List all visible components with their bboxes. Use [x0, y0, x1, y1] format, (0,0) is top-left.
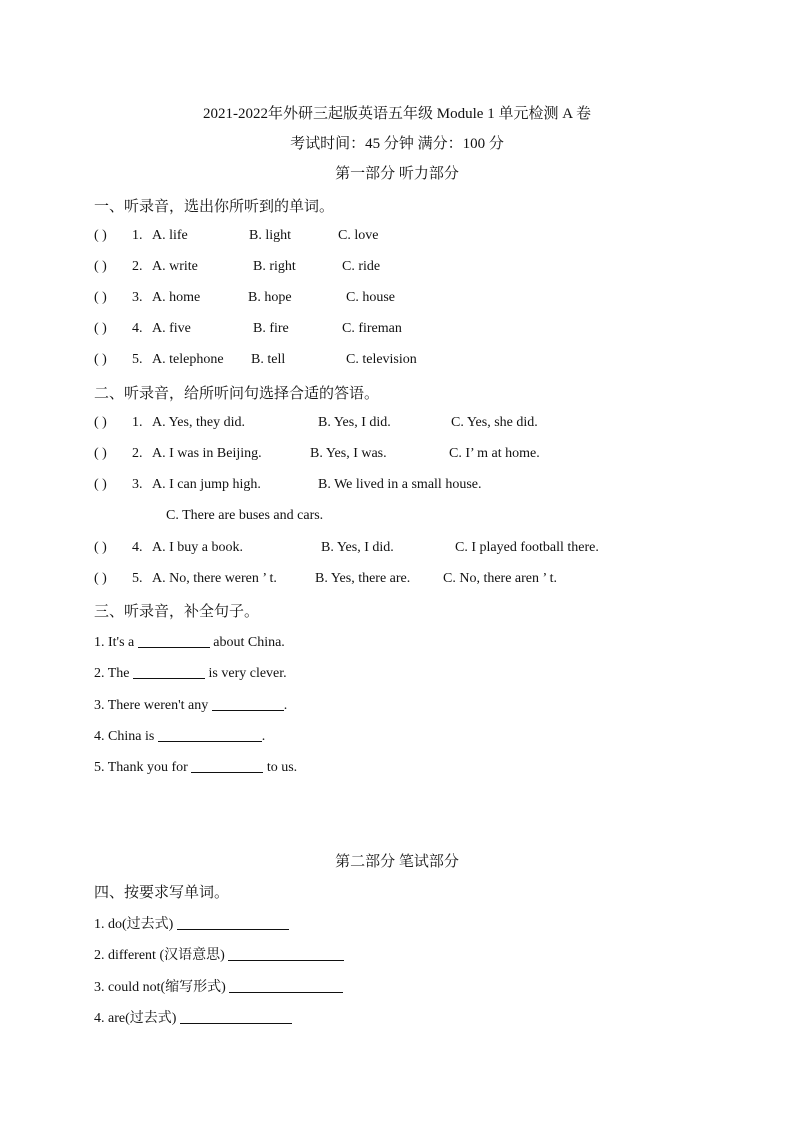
option-b: B. Yes, I did. [318, 415, 391, 430]
answer-blank[interactable] [212, 696, 284, 711]
option-c: C. I’ m at home. [449, 446, 540, 461]
sentence-prefix: 2. The [94, 666, 134, 681]
option-a: A. No, there weren ’ t. [152, 571, 277, 586]
option-c: C. I played football there. [455, 540, 599, 555]
answer-paren[interactable]: ( ) [94, 259, 107, 274]
write-word-item [94, 913, 289, 933]
answer-paren[interactable]: ( ) [94, 321, 107, 336]
option-a: A. life [152, 228, 188, 243]
section4-title: 四、按要求写单词。 [94, 885, 230, 901]
option-b: B. fire [253, 321, 289, 336]
answer-paren[interactable]: ( ) [94, 290, 107, 305]
item-number: 3. [132, 290, 143, 305]
sentence-suffix: about China. [209, 635, 285, 650]
option-b: B. right [253, 259, 296, 274]
option-c: C. Yes, she did. [451, 415, 538, 430]
item-prompt: 3. could not(缩写形式) [94, 980, 230, 995]
fill-sentence [94, 633, 285, 651]
sentence-prefix: 1. It's a [94, 635, 138, 650]
item-number: 5. [132, 571, 143, 586]
fill-sentence [94, 696, 287, 714]
write-word-item [94, 976, 343, 996]
exam-title: 2021-2022年外研三起版英语五年级 Module 1 单元检测 A 卷 [203, 106, 591, 122]
write-word-item [94, 944, 344, 964]
option-a: A. five [152, 321, 191, 336]
item-prompt: 1. do(过去式) [94, 917, 177, 932]
answer-blank[interactable] [138, 633, 210, 648]
item-number: 3. [132, 477, 143, 492]
option-c: C. No, there aren ’ t. [443, 571, 558, 586]
answer-paren[interactable]: ( ) [94, 446, 107, 461]
fill-sentence [94, 758, 297, 776]
answer-blank[interactable] [177, 915, 289, 930]
option-b: B. Yes, I did. [321, 540, 394, 555]
section3-title: 三、听录音，补全句子。 [94, 604, 260, 620]
item-number: 1. [132, 228, 143, 243]
fill-sentence [94, 727, 265, 745]
option-b: B. Yes, there are. [315, 571, 411, 586]
fill-sentence [94, 664, 287, 682]
answer-blank[interactable] [228, 946, 344, 961]
item-prompt: 4. are(过去式) [94, 1011, 180, 1026]
section1-title: 一、听录音，选出你所听到的单词。 [94, 199, 335, 215]
answer-paren[interactable]: ( ) [94, 228, 107, 243]
sentence-prefix: 3. There weren't any [94, 698, 212, 713]
option-b: B. hope [248, 290, 292, 305]
option-a: A. home [152, 290, 201, 305]
option-c: C. ride [342, 259, 381, 274]
option-a: A. I buy a book. [152, 540, 243, 555]
option-b: B. tell [251, 352, 286, 367]
exam-info: 考试时间：45 分钟 满分：100 分 [290, 136, 504, 152]
answer-blank[interactable] [133, 664, 205, 679]
answer-blank[interactable] [158, 727, 262, 742]
part1-heading: 第一部分 听力部分 [335, 166, 459, 182]
option-a: A. I can jump high. [152, 477, 261, 492]
part2-heading: 第二部分 笔试部分 [335, 854, 459, 870]
answer-paren[interactable]: ( ) [94, 415, 107, 430]
sentence-prefix: 4. China is [94, 729, 158, 744]
answer-paren[interactable]: ( ) [94, 477, 107, 492]
option-b: B. Yes, I was. [310, 446, 387, 461]
option-c: C. There are buses and cars. [166, 508, 324, 523]
option-a: A. telephone [152, 352, 224, 367]
item-number: 2. [132, 446, 143, 461]
sentence-suffix: . [283, 698, 288, 713]
item-number: 4. [132, 540, 143, 555]
item-number: 4. [132, 321, 143, 336]
item-prompt: 2. different (汉语意思) [94, 948, 229, 963]
answer-blank[interactable] [191, 758, 263, 773]
sentence-suffix: . [261, 729, 266, 744]
option-c: C. love [338, 228, 379, 243]
item-number: 2. [132, 259, 143, 274]
option-b: B. We lived in a small house. [318, 477, 482, 492]
option-c: C. fireman [342, 321, 402, 336]
answer-paren[interactable]: ( ) [94, 352, 107, 367]
option-b: B. light [249, 228, 292, 243]
write-word-item [94, 1007, 292, 1027]
sentence-suffix: is very clever. [205, 666, 287, 681]
item-number: 1. [132, 415, 143, 430]
option-a: A. write [152, 259, 198, 274]
answer-paren[interactable]: ( ) [94, 571, 107, 586]
option-c: C. television [346, 352, 417, 367]
answer-paren[interactable]: ( ) [94, 540, 107, 555]
sentence-prefix: 5. Thank you for [94, 760, 192, 775]
answer-blank[interactable] [229, 978, 343, 993]
section2-title: 二、听录音，给所听问句选择合适的答语。 [94, 386, 380, 402]
option-a: A. I was in Beijing. [152, 446, 262, 461]
sentence-suffix: to us. [263, 760, 298, 775]
item-number: 5. [132, 352, 143, 367]
answer-blank[interactable] [180, 1009, 292, 1024]
option-a: A. Yes, they did. [152, 415, 245, 430]
option-c: C. house [346, 290, 395, 305]
